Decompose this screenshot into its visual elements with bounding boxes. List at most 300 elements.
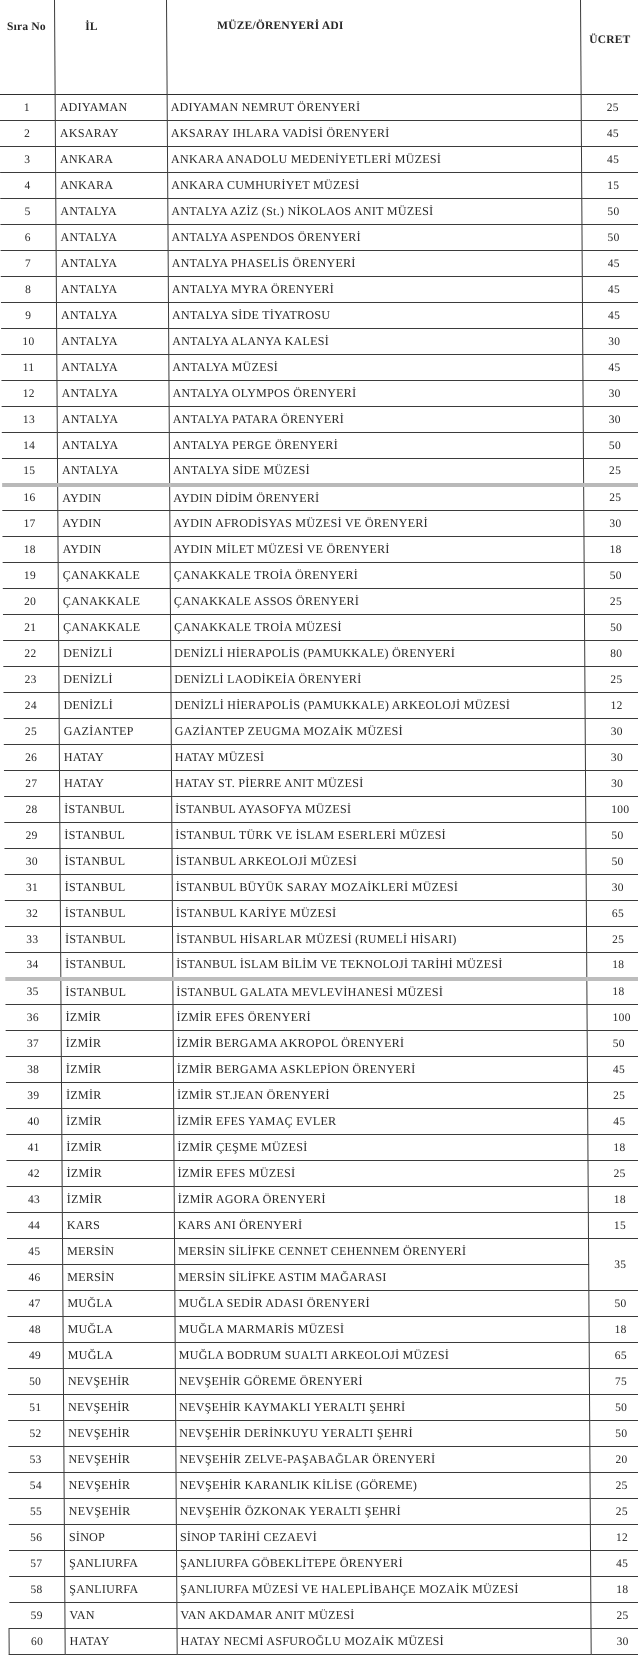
table-row — [0, 303, 638, 329]
museum-name-cell: NEVŞEHİR GÖREME ÖRENYERİ — [175, 1369, 589, 1395]
row-number-cell: 50 — [7, 1369, 63, 1395]
fee-cell: 50 — [586, 823, 638, 849]
table-row — [1, 407, 638, 433]
column-header-name: MÜZE/ÖRENYERİ ADI — [167, 0, 582, 95]
row-number-cell: 26 — [3, 745, 59, 771]
museum-name-cell: MUĞLA BODRUM SUALTI ARKEOLOJİ MÜZESİ — [175, 1343, 589, 1369]
museum-name-cell: KARS ANI ÖRENYERİ — [174, 1213, 588, 1239]
fee-cell: 30 — [583, 381, 638, 407]
table-row — [3, 719, 638, 745]
row-number-cell: 48 — [7, 1317, 63, 1343]
fee-cell: 30 — [583, 329, 638, 355]
province-cell: ANTALYA — [56, 303, 168, 329]
table-row — [0, 199, 638, 225]
table-row — [4, 849, 638, 875]
province-cell: NEVŞEHİR — [64, 1499, 176, 1525]
fee-cell: 45 — [588, 1109, 638, 1135]
row-number-cell: 42 — [6, 1161, 62, 1187]
table-row — [4, 797, 638, 823]
fee-cell: 50 — [586, 849, 638, 875]
row-number-cell: 49 — [7, 1343, 63, 1369]
museum-name-cell: İSTANBUL TÜRK VE İSLAM ESERLERİ MÜZESİ — [172, 823, 586, 849]
museum-name-cell: GAZİANTEP ZEUGMA MOZAİK MÜZESİ — [171, 719, 585, 745]
table-row — [4, 875, 638, 901]
fee-cell: 15 — [582, 173, 638, 199]
museum-name-cell: ANTALYA SİDE MÜZESİ — [169, 459, 583, 485]
museum-name-cell: İSTANBUL KARİYE MÜZESİ — [172, 901, 586, 927]
museum-name-cell: ÇANAKKALE TROİA ÖRENYERİ — [170, 563, 584, 589]
table-row — [0, 225, 638, 251]
province-cell: ANTALYA — [57, 329, 169, 355]
province-cell: İSTANBUL — [60, 823, 172, 849]
row-number-cell: 46 — [7, 1265, 63, 1291]
row-number-cell: 53 — [8, 1447, 64, 1473]
museum-name-cell: SİNOP TARİHİ CEZAEVİ — [176, 1525, 590, 1551]
table-row — [2, 511, 638, 537]
table-row — [0, 121, 638, 147]
table-row — [1, 355, 638, 381]
province-cell: İZMİR — [62, 1187, 174, 1213]
row-number-cell: 47 — [7, 1291, 63, 1317]
row-number-cell: 38 — [5, 1057, 61, 1083]
province-cell: HATAY — [59, 745, 171, 771]
table-row — [6, 1161, 638, 1187]
fee-cell: 45 — [581, 121, 638, 147]
row-number-cell: 43 — [6, 1187, 62, 1213]
museum-name-cell: İSTANBUL BÜYÜK SARAY MOZAİKLERİ MÜZESİ — [172, 875, 586, 901]
row-number-cell: 51 — [8, 1395, 64, 1421]
table-row — [3, 667, 638, 693]
museum-name-cell: İZMİR AGORA ÖRENYERİ — [174, 1187, 588, 1213]
table-row — [7, 1291, 638, 1317]
fee-cell: 100 — [586, 797, 638, 823]
museum-name-cell: İSTANBUL İSLAM BİLİM VE TEKNOLOJİ TARİHİ MÜZESİ — [173, 953, 587, 979]
table-row — [4, 927, 638, 953]
museum-name-cell: ADIYAMAN NEMRUT ÖRENYERİ — [167, 95, 581, 121]
row-number-cell: 52 — [8, 1421, 64, 1447]
province-cell: AYDIN — [58, 511, 170, 537]
row-number-cell: 31 — [4, 875, 60, 901]
row-number-cell: 21 — [2, 615, 58, 641]
row-number-cell: 12 — [1, 381, 57, 407]
fee-cell: 100 — [587, 1005, 638, 1031]
museum-name-cell: ANTALYA ASPENDOS ÖRENYERİ — [168, 225, 582, 251]
fee-cell: 25 — [588, 1161, 638, 1187]
row-number-cell: 2 — [0, 121, 55, 147]
fee-cell: 50 — [582, 225, 638, 251]
museum-name-cell: NEVŞEHİR KAYMAKLI YERALTI ŞEHRİ — [176, 1395, 590, 1421]
museum-name-cell: AYDIN AFRODİSYAS MÜZESİ VE ÖRENYERİ — [170, 511, 584, 537]
table-row — [0, 277, 638, 303]
museum-name-cell: NEVŞEHİR KARANLIK KİLİSE (GÖREME) — [176, 1473, 590, 1499]
row-number-cell: 33 — [4, 927, 60, 953]
museum-name-cell: ÇANAKKALE TROİA MÜZESİ — [170, 615, 584, 641]
row-number-cell: 40 — [6, 1109, 62, 1135]
table-row — [6, 1187, 638, 1213]
fee-cell: 30 — [583, 407, 638, 433]
table-body — [0, 95, 638, 1655]
museum-name-cell: İSTANBUL HİSARLAR MÜZESİ (RUMELİ HİSARI) — [172, 927, 586, 953]
province-cell: DENİZLİ — [59, 641, 171, 667]
museum-name-cell: HATAY NECMİ ASFUROĞLU MOZAİK MÜZESİ — [177, 1629, 591, 1655]
province-cell: İZMİR — [61, 1057, 173, 1083]
table-row — [2, 589, 638, 615]
museum-name-cell: İZMİR BERGAMA ASKLEPİON ÖRENYERİ — [173, 1057, 587, 1083]
museum-name-cell: ANTALYA PHASELİS ÖRENYERİ — [168, 251, 582, 277]
row-number-cell: 58 — [9, 1577, 65, 1603]
museum-name-cell: İSTANBUL ARKEOLOJİ MÜZESİ — [172, 849, 586, 875]
fee-cell: 50 — [590, 1421, 638, 1447]
table-row — [5, 953, 638, 979]
province-cell: AYDIN — [58, 485, 170, 511]
museum-name-cell: DENİZLİ LAODİKEİA ÖRENYERİ — [171, 667, 585, 693]
table-row — [9, 1603, 638, 1629]
fee-cell: 25 — [590, 1499, 638, 1525]
row-number-cell: 14 — [1, 433, 57, 459]
fee-cell: 30 — [585, 771, 638, 797]
fee-cell: 18 — [591, 1577, 638, 1603]
table-row — [3, 693, 638, 719]
row-number-cell: 57 — [9, 1551, 65, 1577]
province-cell: KARS — [62, 1213, 174, 1239]
province-cell: VAN — [65, 1603, 177, 1629]
row-number-cell: 56 — [8, 1525, 64, 1551]
fee-cell: 50 — [583, 433, 638, 459]
row-number-cell: 19 — [2, 563, 58, 589]
fee-cell: 18 — [587, 953, 638, 979]
museum-name-cell: NEVŞEHİR DERİNKUYU YERALTI ŞEHRİ — [176, 1421, 590, 1447]
province-cell: MUĞLA — [63, 1343, 175, 1369]
museum-name-cell: ANKARA CUMHURİYET MÜZESİ — [168, 173, 582, 199]
fee-cell: 25 — [584, 485, 638, 511]
fee-cell: 50 — [587, 1031, 638, 1057]
museum-name-cell: MERSİN SİLİFKE CENNET CEHENNEM ÖRENYERİ — [174, 1239, 588, 1265]
fee-cell: 18 — [589, 1317, 638, 1343]
fee-cell: 50 — [584, 563, 638, 589]
fee-cell: 12 — [585, 693, 638, 719]
row-number-cell: 4 — [0, 173, 56, 199]
province-cell: ADIYAMAN — [55, 95, 167, 121]
museum-name-cell: NEVŞEHİR ZELVE-PAŞABAĞLAR ÖRENYERİ — [176, 1447, 590, 1473]
table-row — [8, 1473, 638, 1499]
museum-name-cell: ANTALYA MYRA ÖRENYERİ — [168, 277, 582, 303]
table-row — [7, 1343, 638, 1369]
museum-name-cell: NEVŞEHİR ÖZKONAK YERALTI ŞEHRİ — [176, 1499, 590, 1525]
row-number-cell: 23 — [3, 667, 59, 693]
table-row — [6, 1135, 638, 1161]
province-cell: NEVŞEHİR — [64, 1395, 176, 1421]
table-row — [2, 563, 638, 589]
province-cell: MUĞLA — [63, 1317, 175, 1343]
row-number-cell: 24 — [3, 693, 59, 719]
table-row — [8, 1499, 638, 1525]
table-row — [3, 745, 638, 771]
museum-name-cell: ANKARA ANADOLU MEDENİYETLERİ MÜZESİ — [167, 147, 581, 173]
table-row — [5, 1083, 638, 1109]
museum-name-cell: ÇANAKKALE ASSOS ÖRENYERİ — [170, 589, 584, 615]
table-row — [1, 459, 638, 485]
province-cell: NEVŞEHİR — [64, 1447, 176, 1473]
province-cell: İZMİR — [62, 1135, 174, 1161]
fee-cell: 12 — [590, 1525, 638, 1551]
table-row — [3, 771, 638, 797]
province-cell: İZMİR — [61, 1031, 173, 1057]
row-number-cell: 30 — [4, 849, 60, 875]
table-row — [5, 1005, 638, 1031]
province-cell: ANTALYA — [57, 433, 169, 459]
museum-name-cell: ANTALYA SİDE TİYATROSU — [168, 303, 582, 329]
museum-name-cell: ANTALYA AZİZ (St.) NİKOLAOS ANIT MÜZESİ — [168, 199, 582, 225]
fee-cell: 45 — [583, 355, 638, 381]
province-cell: HATAY — [59, 771, 171, 797]
row-number-cell: 29 — [4, 823, 60, 849]
province-cell: ANKARA — [56, 173, 168, 199]
table-row — [9, 1551, 638, 1577]
fee-cell: 18 — [584, 537, 638, 563]
province-cell: İZMİR — [61, 1005, 173, 1031]
table-row — [1, 381, 638, 407]
fee-cell: 25 — [585, 667, 638, 693]
fee-cell: 18 — [588, 1187, 638, 1213]
museum-name-cell: HATAY MÜZESİ — [171, 745, 585, 771]
fee-cell: 25 — [591, 1603, 638, 1629]
row-number-cell: 45 — [6, 1239, 62, 1265]
fee-cell: 50 — [582, 199, 638, 225]
table-row — [8, 1447, 638, 1473]
table-row — [9, 1577, 638, 1603]
row-number-cell: 5 — [0, 199, 56, 225]
museum-name-cell: ANTALYA PATARA ÖRENYERİ — [169, 407, 583, 433]
header-row — [0, 0, 638, 95]
museum-name-cell: ANTALYA ALANYA KALESİ — [169, 329, 583, 355]
row-number-cell: 17 — [2, 511, 58, 537]
row-number-cell: 1 — [0, 95, 55, 121]
province-cell: İZMİR — [62, 1109, 174, 1135]
row-number-cell: 44 — [6, 1213, 62, 1239]
museum-name-cell: HATAY ST. PİERRE ANIT MÜZESİ — [171, 771, 585, 797]
table-row — [6, 1109, 638, 1135]
row-number-cell: 18 — [2, 537, 58, 563]
fee-cell: 45 — [582, 251, 638, 277]
row-number-cell: 11 — [1, 355, 57, 381]
table-row — [1, 433, 638, 459]
row-number-cell: 6 — [0, 225, 56, 251]
museum-name-cell: İZMİR ST.JEAN ÖRENYERİ — [173, 1083, 587, 1109]
row-number-cell: 41 — [6, 1135, 62, 1161]
museum-name-cell: DENİZLİ HİERAPOLİS (PAMUKKALE) ARKEOLOJİ MÜZESİ — [171, 693, 585, 719]
fee-cell: 18 — [587, 979, 638, 1005]
table-row — [0, 95, 638, 121]
museum-name-cell: İZMİR EFES MÜZESİ — [174, 1161, 588, 1187]
museum-name-cell: İZMİR ÇEŞME MÜZESİ — [174, 1135, 588, 1161]
province-cell: AKSARAY — [55, 121, 167, 147]
fee-cell: 25 — [586, 927, 638, 953]
province-cell: MERSİN — [62, 1239, 174, 1265]
museum-name-cell: ANTALYA PERGE ÖRENYERİ — [169, 433, 583, 459]
fee-cell: 45 — [587, 1057, 638, 1083]
fee-cell: 15 — [588, 1213, 638, 1239]
row-number-cell: 8 — [0, 277, 56, 303]
table-row — [7, 1265, 638, 1291]
table-row — [5, 1031, 638, 1057]
province-cell: ANTALYA — [57, 459, 169, 485]
fee-cell: 25 — [583, 459, 638, 485]
row-number-cell: 59 — [9, 1603, 65, 1629]
row-number-cell: 28 — [4, 797, 60, 823]
province-cell: MERSİN — [63, 1265, 175, 1291]
fee-cell: 65 — [586, 901, 638, 927]
province-cell: İSTANBUL — [61, 953, 173, 979]
museum-name-cell: ANTALYA MÜZESİ — [169, 355, 583, 381]
table-header — [0, 0, 638, 95]
row-number-cell: 3 — [0, 147, 56, 173]
province-cell: ÇANAKKALE — [58, 589, 170, 615]
row-number-cell: 20 — [2, 589, 58, 615]
province-cell: ANTALYA — [56, 251, 168, 277]
museum-name-cell: MUĞLA SEDİR ADASI ÖRENYERİ — [175, 1291, 589, 1317]
fee-cell: 45 — [582, 277, 638, 303]
table-row — [8, 1525, 638, 1551]
museum-name-cell: İSTANBUL GALATA MEVLEVİHANESİ MÜZESİ — [173, 979, 587, 1005]
province-cell: HATAY — [65, 1629, 177, 1655]
province-cell: SİNOP — [64, 1525, 176, 1551]
table-row — [2, 485, 638, 511]
table-row — [2, 537, 638, 563]
museum-name-cell: ŞANLIURFA GÖBEKLİTEPE ÖRENYERİ — [177, 1551, 591, 1577]
museum-name-cell: İZMİR EFES ÖRENYERİ — [173, 1005, 587, 1031]
museum-name-cell: MERSİN SİLİFKE ASTIM MAĞARASI — [175, 1265, 589, 1291]
table-row — [4, 901, 638, 927]
fee-cell: 25 — [584, 589, 638, 615]
row-number-cell: 34 — [5, 953, 61, 979]
province-cell: ANTALYA — [57, 381, 169, 407]
museum-name-cell: İSTANBUL AYASOFYA MÜZESİ — [172, 797, 586, 823]
museum-name-cell: AYDIN DİDİM ÖRENYERİ — [170, 485, 584, 511]
fee-cell: 50 — [589, 1291, 638, 1317]
row-number-cell: 39 — [5, 1083, 61, 1109]
province-cell: İSTANBUL — [60, 875, 172, 901]
row-number-cell: 16 — [2, 485, 58, 511]
province-cell: ANTALYA — [56, 277, 168, 303]
fee-cell: 30 — [586, 875, 638, 901]
province-cell: ANKARA — [55, 147, 167, 173]
row-number-cell: 55 — [8, 1499, 64, 1525]
row-number-cell: 10 — [1, 329, 57, 355]
museum-name-cell: ANTALYA OLYMPOS ÖRENYERİ — [169, 381, 583, 407]
table-row — [6, 1239, 638, 1265]
row-number-cell: 9 — [0, 303, 56, 329]
table-row — [0, 173, 638, 199]
province-cell: DENİZLİ — [59, 667, 171, 693]
province-cell: GAZİANTEP — [59, 719, 171, 745]
fee-cell: 75 — [589, 1369, 638, 1395]
province-cell: İZMİR — [62, 1161, 174, 1187]
column-header-il: İL — [55, 0, 168, 95]
row-number-cell: 37 — [5, 1031, 61, 1057]
province-cell: DENİZLİ — [59, 693, 171, 719]
museum-name-cell: AYDIN MİLET MÜZESİ VE ÖRENYERİ — [170, 537, 584, 563]
museum-name-cell: VAN AKDAMAR ANIT MÜZESİ — [177, 1603, 591, 1629]
row-number-cell: 7 — [0, 251, 56, 277]
table-row — [2, 615, 638, 641]
fee-cell: 25 — [587, 1083, 638, 1109]
row-number-cell: 32 — [4, 901, 60, 927]
province-cell: MUĞLA — [63, 1291, 175, 1317]
province-cell: İSTANBUL — [60, 849, 172, 875]
museum-name-cell: DENİZLİ HİERAPOLİS (PAMUKKALE) ÖRENYERİ — [171, 641, 585, 667]
fee-cell: 25 — [581, 95, 638, 121]
row-number-cell: 35 — [5, 979, 61, 1005]
table-row — [5, 1057, 638, 1083]
table-row — [8, 1395, 638, 1421]
province-cell: İSTANBUL — [60, 927, 172, 953]
fee-cell: 25 — [590, 1473, 638, 1499]
table-row — [4, 823, 638, 849]
table-row — [0, 251, 638, 277]
province-cell: NEVŞEHİR — [64, 1473, 176, 1499]
table-row — [3, 641, 638, 667]
museum-name-cell: AKSARAY IHLARA VADİSİ ÖRENYERİ — [167, 121, 581, 147]
fee-cell: 65 — [589, 1343, 638, 1369]
table-row — [6, 1213, 638, 1239]
museum-name-cell: İZMİR BERGAMA AKROPOL ÖRENYERİ — [173, 1031, 587, 1057]
province-cell: ÇANAKKALE — [58, 615, 170, 641]
fee-cell: 45 — [581, 147, 638, 173]
fee-cell: 80 — [585, 641, 638, 667]
fee-cell: 18 — [588, 1135, 638, 1161]
fee-cell: 45 — [591, 1551, 638, 1577]
province-cell: NEVŞEHİR — [64, 1421, 176, 1447]
table-row — [7, 1317, 638, 1343]
row-number-cell: 27 — [3, 771, 59, 797]
row-number-cell: 54 — [8, 1473, 64, 1499]
fee-cell: 30 — [585, 745, 638, 771]
museum-name-cell: MUĞLA MARMARİS MÜZESİ — [175, 1317, 589, 1343]
column-header-sira-no: Sıra No — [0, 0, 55, 95]
fee-cell: 30 — [585, 719, 638, 745]
province-cell: ANTALYA — [57, 355, 169, 381]
fee-cell: 35 — [588, 1239, 638, 1291]
table-row — [1, 329, 638, 355]
row-number-cell: 25 — [3, 719, 59, 745]
fee-cell: 50 — [590, 1395, 638, 1421]
fee-cell: 50 — [584, 615, 638, 641]
province-cell: AYDIN — [58, 537, 170, 563]
fee-cell: 30 — [591, 1629, 638, 1655]
province-cell: İSTANBUL — [60, 901, 172, 927]
province-cell: ANTALYA — [56, 225, 168, 251]
row-number-cell: 13 — [1, 407, 57, 433]
province-cell: İZMİR — [61, 1083, 173, 1109]
row-number-cell: 15 — [1, 459, 57, 485]
row-number-cell: 22 — [3, 641, 59, 667]
table-row — [9, 1629, 638, 1655]
province-cell: İSTANBUL — [61, 979, 173, 1005]
table-row — [5, 979, 638, 1005]
column-header-fee: ÜCRET — [581, 0, 638, 95]
museum-name-cell: İZMİR EFES YAMAÇ EVLER — [174, 1109, 588, 1135]
province-cell: ÇANAKKALE — [58, 563, 170, 589]
province-cell: İSTANBUL — [60, 797, 172, 823]
province-cell: NEVŞEHİR — [63, 1369, 175, 1395]
province-cell: ANTALYA — [57, 407, 169, 433]
museum-name-cell: ŞANLIURFA MÜZESİ VE HALEPLİBAHÇE MOZAİK MÜZESİ — [177, 1577, 591, 1603]
table-row — [7, 1369, 638, 1395]
fee-cell: 45 — [582, 303, 638, 329]
row-number-cell: 60 — [9, 1629, 65, 1655]
province-cell: ŞANLIURFA — [65, 1577, 177, 1603]
province-cell: ANTALYA — [56, 199, 168, 225]
